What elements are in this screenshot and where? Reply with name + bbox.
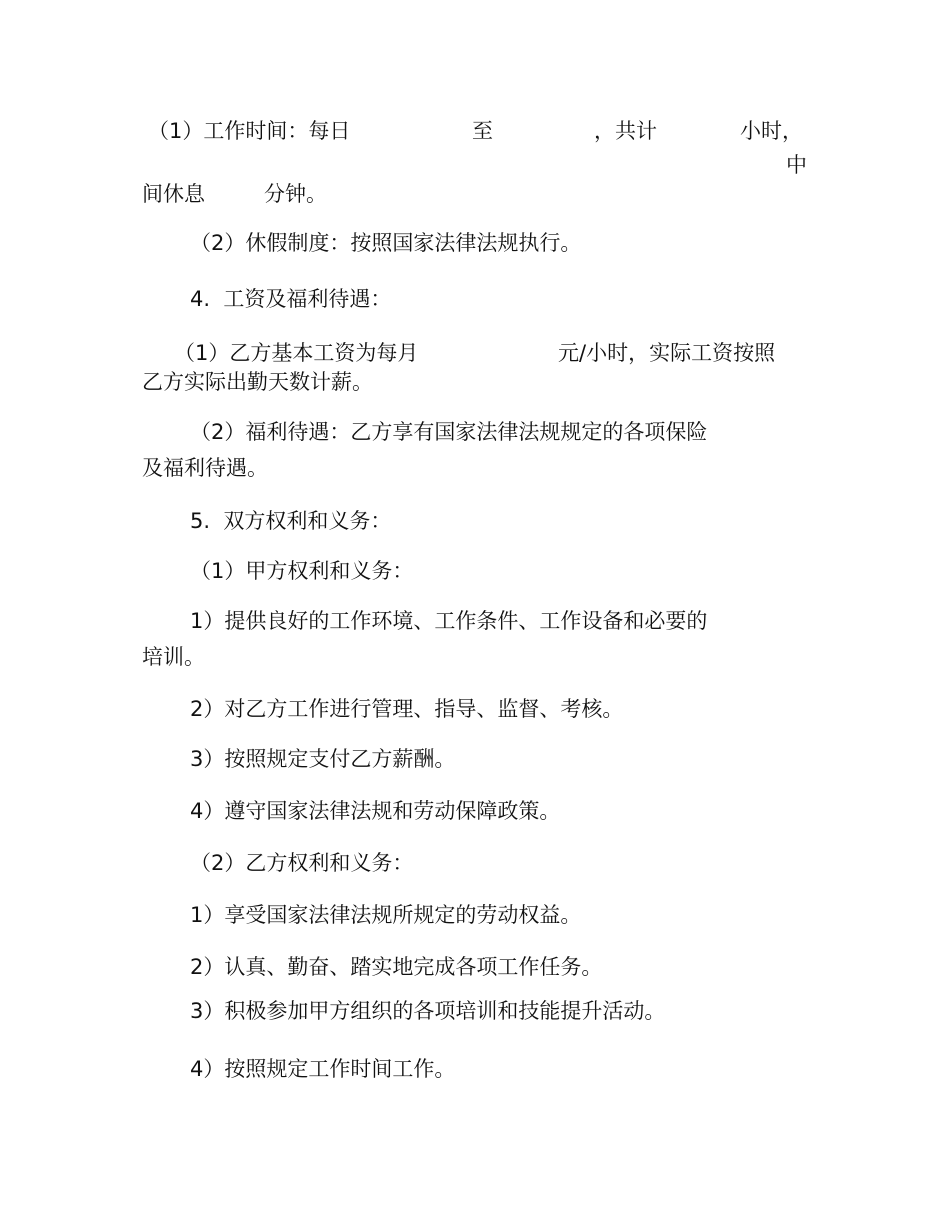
party-a-item-4: 4）遵守国家法律法规和劳动保障政策。 xyxy=(190,799,561,823)
holiday-line: （2）休假制度：按照国家法律法规执行。 xyxy=(190,231,582,255)
work-time-line-1c: ，共计 xyxy=(594,119,657,143)
salary-line-2: 乙方实际出勤天数计薪。 xyxy=(142,370,373,394)
party-a-item-1-cont: 培训。 xyxy=(142,645,205,669)
work-time-line-1e: 中 xyxy=(786,153,807,177)
benefits-line-2: 及福利待遇。 xyxy=(142,456,268,480)
party-a-item-2: 2）对乙方工作进行管理、指导、监督、考核。 xyxy=(190,697,624,721)
party-b-item-2: 2）认真、勤奋、踏实地完成各项工作任务。 xyxy=(190,955,603,979)
benefits-line-1: （2）福利待遇：乙方享有国家法律法规规定的各项保险 xyxy=(190,420,708,444)
party-b-item-1: 1）享受国家法律法规所规定的劳动权益。 xyxy=(190,903,582,927)
salary-line-1a: （1）乙方基本工资为每月 xyxy=(174,341,419,365)
work-time-line-1d: 小时， xyxy=(740,119,803,143)
party-a-item-1: 1）提供良好的工作环境、工作条件、工作设备和必要的 xyxy=(190,609,708,633)
party-b-item-3: 3）积极参加甲方组织的各项培训和技能提升活动。 xyxy=(190,999,666,1023)
work-time-line-2a: 间休息 xyxy=(142,182,205,206)
party-a-item-3: 3）按照规定支付乙方薪酬。 xyxy=(190,747,456,771)
party-b-item-4: 4）按照规定工作时间工作。 xyxy=(190,1057,456,1081)
party-b-title: （2）乙方权利和义务： xyxy=(190,851,414,875)
work-time-line-1a: （1）工作时间：每日 xyxy=(148,119,351,143)
work-time-line-1b: 至 xyxy=(472,119,493,143)
section-5-heading: 5. 双方权利和义务： xyxy=(190,509,392,533)
salary-line-1b: 元/小时，实际工资按照 xyxy=(558,341,776,365)
party-a-title: （1）甲方权利和义务： xyxy=(190,559,414,583)
work-time-line-2b: 分钟。 xyxy=(264,182,327,206)
section-4-heading: 4. 工资及福利待遇： xyxy=(190,287,392,311)
